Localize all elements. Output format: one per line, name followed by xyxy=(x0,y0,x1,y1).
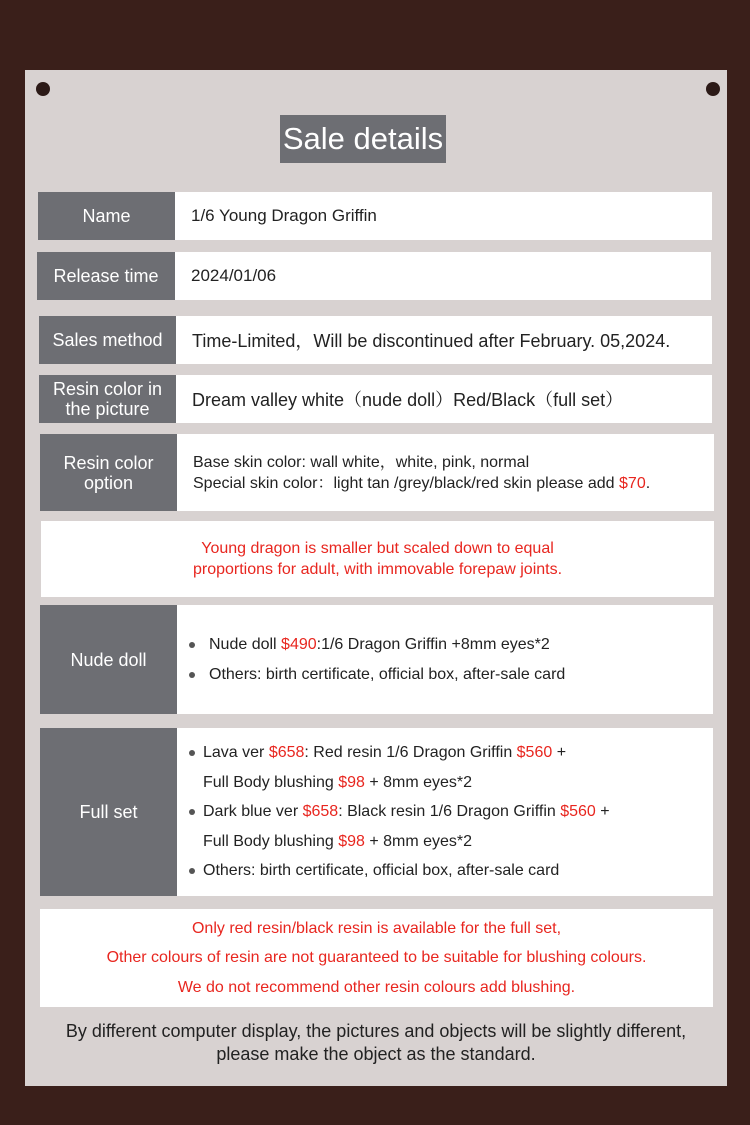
blushing-note xyxy=(40,909,713,1007)
row-full-set xyxy=(40,728,713,896)
special-skin-text: Special skin color：light tan /grey/black/red skin please add xyxy=(193,474,620,492)
dark-resin-price: $560 xyxy=(560,803,596,821)
display-disclaimer xyxy=(25,1020,727,1066)
special-skin-color xyxy=(193,473,650,494)
row-value: Dream valley white（nude doll）Red/Black（full set） xyxy=(176,375,712,423)
blushing-note-line1: Only red resin/black resin is available for the full set, xyxy=(191,919,562,937)
row-value xyxy=(177,434,714,511)
list-item xyxy=(189,630,550,660)
lava-text: : Red resin 1/6 Dragon Griffin xyxy=(304,744,517,762)
dark-plus: + xyxy=(595,803,610,821)
bullet-icon xyxy=(189,809,195,815)
lava-plus: + xyxy=(552,744,567,762)
lava-blush-price: $98 xyxy=(338,773,365,791)
blushing-note-line3: We do not recommend other resin colours add blushing. xyxy=(177,978,576,996)
dark-price: $658 xyxy=(302,803,339,821)
row-value: 1/6 Young Dragon Griffin xyxy=(175,192,712,240)
pin-left-icon xyxy=(36,82,50,96)
row-label: Name xyxy=(38,192,175,240)
item-text xyxy=(203,797,610,827)
row-resin-color-option xyxy=(40,434,714,511)
row-release-time xyxy=(37,252,711,300)
row-value xyxy=(177,728,713,896)
bullet-icon xyxy=(189,868,195,874)
list-item xyxy=(189,660,565,690)
list-item xyxy=(189,856,559,886)
list-item xyxy=(189,797,610,827)
item-text: Others: birth certificate, official box, after-sale card xyxy=(209,665,566,683)
row-label xyxy=(39,375,176,423)
lava-label: Lava ver xyxy=(203,744,269,762)
row-label: Release time xyxy=(37,252,175,300)
eyes-text: + 8mm eyes*2 xyxy=(364,773,473,791)
item-suffix: :1/6 Dragon Griffin +8mm eyes*2 xyxy=(316,635,550,653)
blushing-note-line2: Other colours of resin are not guaranteed to be suitable for blushing colours. xyxy=(106,949,647,967)
lava-price: $658 xyxy=(268,744,305,762)
base-skin-color: Base skin color: wall white，white, pink, normal xyxy=(193,453,530,471)
lava-resin-price: $560 xyxy=(516,744,553,762)
scale-note-line1: Young dragon is smaller but scaled down to equal xyxy=(201,540,554,557)
row-name xyxy=(38,192,712,240)
page-title: Sale details xyxy=(280,115,446,163)
blush-label: Full Body blushing xyxy=(203,773,339,791)
eyes-text: + 8mm eyes*2 xyxy=(364,832,473,850)
row-label-line2: the picture xyxy=(65,399,150,419)
scale-note xyxy=(41,521,714,597)
disclaimer-line2: please make the object as the standard. xyxy=(216,1044,536,1064)
bullet-icon xyxy=(189,750,195,756)
row-label-line2: option xyxy=(83,472,134,493)
item-text xyxy=(209,630,550,660)
row-label xyxy=(40,434,177,511)
row-sales-method xyxy=(39,316,712,364)
row-value: 2024/01/06 xyxy=(175,252,711,300)
disclaimer-line1: By different computer display, the pictures and objects will be slightly different, xyxy=(65,1021,687,1041)
bullet-icon xyxy=(189,642,195,648)
scale-note-line2: proportions for adult, with immovable forepaw joints. xyxy=(192,561,563,578)
pin-right-icon xyxy=(706,82,720,96)
nude-doll-price: $490 xyxy=(281,635,317,653)
row-resin-color-picture xyxy=(39,375,712,423)
item-prefix: Nude doll xyxy=(209,635,282,653)
row-label: Full set xyxy=(40,728,177,896)
list-item-continuation xyxy=(189,768,472,798)
sale-details-board xyxy=(25,70,727,1086)
row-value xyxy=(177,605,713,714)
special-skin-end: . xyxy=(645,474,651,492)
list-item xyxy=(189,738,566,768)
row-label-line1: Resin color in xyxy=(52,379,163,399)
blush-label: Full Body blushing xyxy=(203,832,339,850)
row-nude-doll xyxy=(40,605,713,714)
special-skin-price: $70 xyxy=(619,474,646,492)
dark-blush-price: $98 xyxy=(338,832,365,850)
item-text: Others: birth certificate, official box, after-sale card xyxy=(203,862,560,880)
bullet-icon xyxy=(189,672,195,678)
row-label: Nude doll xyxy=(40,605,177,714)
row-value: Time-Limited，Will be discontinued after February. 05,2024. xyxy=(176,316,712,364)
dark-label: Dark blue ver xyxy=(203,803,303,821)
item-text xyxy=(203,738,566,768)
row-label: Sales method xyxy=(39,316,176,364)
list-item-continuation xyxy=(189,827,472,857)
row-label-line1: Resin color xyxy=(63,452,154,473)
dark-text: : Black resin 1/6 Dragon Griffin xyxy=(338,803,561,821)
